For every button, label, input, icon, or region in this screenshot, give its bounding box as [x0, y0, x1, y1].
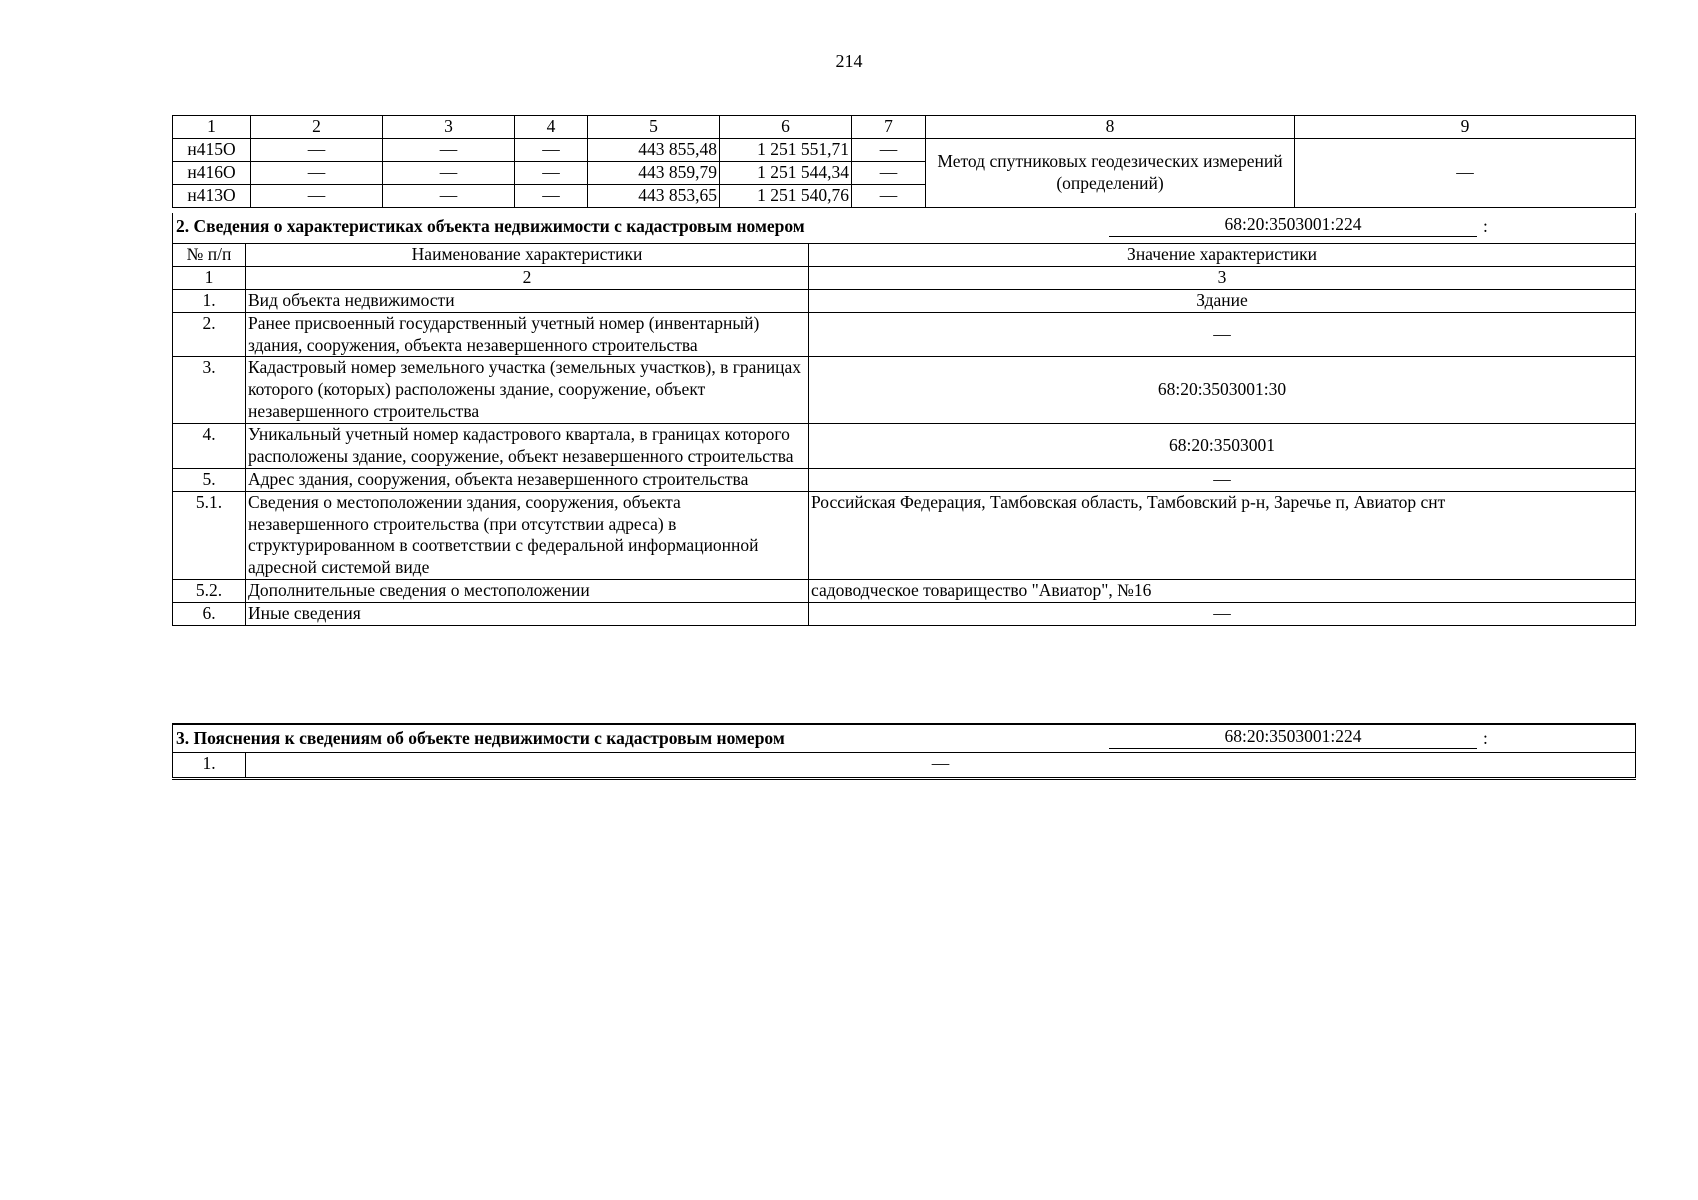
- table-row: [173, 424, 1636, 469]
- characteristic-value: Российская Федерация, Тамбовская область, Тамбовский р-н, Заречье п, Авиатор снт: [809, 491, 1636, 580]
- characteristic-name: Кадастровый номер земельного участка (земельных участков), в границах которого (которых) расположены здание, сооружение, объект незавершенного строительства: [246, 357, 809, 424]
- table-row: [173, 468, 1636, 491]
- explanation-value: —: [246, 753, 1636, 779]
- table-row: [173, 312, 1636, 357]
- table-row: [173, 357, 1636, 424]
- header-cell: 8: [926, 116, 1295, 139]
- coord-x: 443 855,48: [588, 139, 720, 162]
- point-name: н415О: [173, 139, 251, 162]
- header-cell: 3: [383, 116, 515, 139]
- row-number: 5.: [173, 468, 246, 491]
- dash-cell: —: [515, 162, 588, 185]
- dash-cell: —: [852, 185, 926, 208]
- section-3-heading: [172, 723, 1636, 752]
- column-number-row: [173, 266, 1636, 289]
- characteristic-name: Вид объекта недвижимости: [246, 289, 809, 312]
- characteristic-name: Ранее присвоенный государственный учетный номер (инвентарный) здания, сооружения, объекта незавершенного строительства: [246, 312, 809, 357]
- dash-cell: —: [852, 139, 926, 162]
- coord-y: 1 251 551,71: [720, 139, 852, 162]
- coord-x: 443 853,65: [588, 185, 720, 208]
- characteristic-name: Иные сведения: [246, 603, 809, 626]
- header-cell: 2: [251, 116, 383, 139]
- characteristic-value: —: [809, 312, 1636, 357]
- coordinates-table: [172, 115, 1636, 208]
- dash-cell: —: [383, 185, 515, 208]
- colon: :: [1483, 216, 1488, 236]
- cadastral-number: 68:20:3503001:224: [1109, 214, 1477, 237]
- dash-cell: —: [251, 185, 383, 208]
- header-cell: 9: [1295, 116, 1636, 139]
- row-number: 1.: [173, 753, 246, 779]
- char-header-row: [173, 244, 1636, 267]
- dash-cell: —: [515, 185, 588, 208]
- column-number: 1: [173, 266, 246, 289]
- row-number: 3.: [173, 357, 246, 424]
- row-number: 6.: [173, 603, 246, 626]
- dash-cell: —: [383, 139, 515, 162]
- header-cell: 6: [720, 116, 852, 139]
- characteristic-name: Дополнительные сведения о местоположении: [246, 580, 809, 603]
- coord-header-row: [173, 116, 1636, 139]
- characteristic-value: садоводческое товарищество "Авиатор", №16: [809, 580, 1636, 603]
- dash-cell: —: [251, 139, 383, 162]
- section-2-heading: [172, 213, 1636, 243]
- row-number: 5.2.: [173, 580, 246, 603]
- characteristics-table: [172, 243, 1636, 626]
- column-number: 2: [246, 266, 809, 289]
- dash-cell: —: [1295, 139, 1636, 208]
- dash-cell: —: [515, 139, 588, 162]
- section-title: 3. Пояснения к сведениям об объекте недвижимости с кадастровым номером: [176, 728, 785, 748]
- table-row: [173, 753, 1636, 779]
- characteristic-name: Сведения о местоположении здания, сооружения, объекта незавершенного строительства (при отсутствии адреса) в структурированном в соответствии с федеральной информационной адресной системой виде: [246, 491, 809, 580]
- header-cell: № п/п: [173, 244, 246, 267]
- coord-x: 443 859,79: [588, 162, 720, 185]
- table-row: [173, 289, 1636, 312]
- table-row: [173, 603, 1636, 626]
- dash-cell: —: [852, 162, 926, 185]
- point-name: н416О: [173, 162, 251, 185]
- row-number: 5.1.: [173, 491, 246, 580]
- page-number: 214: [835, 51, 863, 71]
- characteristic-value: —: [809, 468, 1636, 491]
- explanations-table: [172, 752, 1636, 780]
- characteristic-value: Здание: [809, 289, 1636, 312]
- table-row: [173, 580, 1636, 603]
- point-name: н413О: [173, 185, 251, 208]
- coord-y: 1 251 540,76: [720, 185, 852, 208]
- row-number: 1.: [173, 289, 246, 312]
- dash-cell: —: [251, 162, 383, 185]
- section-title: 2. Сведения о характеристиках объекта недвижимости с кадастровым номером: [176, 216, 805, 236]
- method-cell: Метод спутниковых геодезических измерений (определений): [926, 139, 1295, 208]
- header-cell: Наименование характеристики: [246, 244, 809, 267]
- table-row: [173, 491, 1636, 580]
- colon: :: [1483, 728, 1488, 748]
- column-number: 3: [809, 266, 1636, 289]
- characteristic-value: —: [809, 603, 1636, 626]
- characteristic-value: 68:20:3503001:30: [809, 357, 1636, 424]
- cadastral-number: 68:20:3503001:224: [1109, 726, 1477, 749]
- dash-cell: —: [383, 162, 515, 185]
- header-cell: 7: [852, 116, 926, 139]
- row-number: 2.: [173, 312, 246, 357]
- characteristic-name: Уникальный учетный номер кадастрового квартала, в границах которого расположены здание, сооружение, объект незавершенного строительства: [246, 424, 809, 469]
- header-cell: 4: [515, 116, 588, 139]
- table-row: [173, 139, 1636, 162]
- characteristic-value: 68:20:3503001: [809, 424, 1636, 469]
- row-number: 4.: [173, 424, 246, 469]
- header-cell: 5: [588, 116, 720, 139]
- coord-y: 1 251 544,34: [720, 162, 852, 185]
- characteristic-name: Адрес здания, сооружения, объекта незавершенного строительства: [246, 468, 809, 491]
- header-cell: 1: [173, 116, 251, 139]
- header-cell: Значение характеристики: [809, 244, 1636, 267]
